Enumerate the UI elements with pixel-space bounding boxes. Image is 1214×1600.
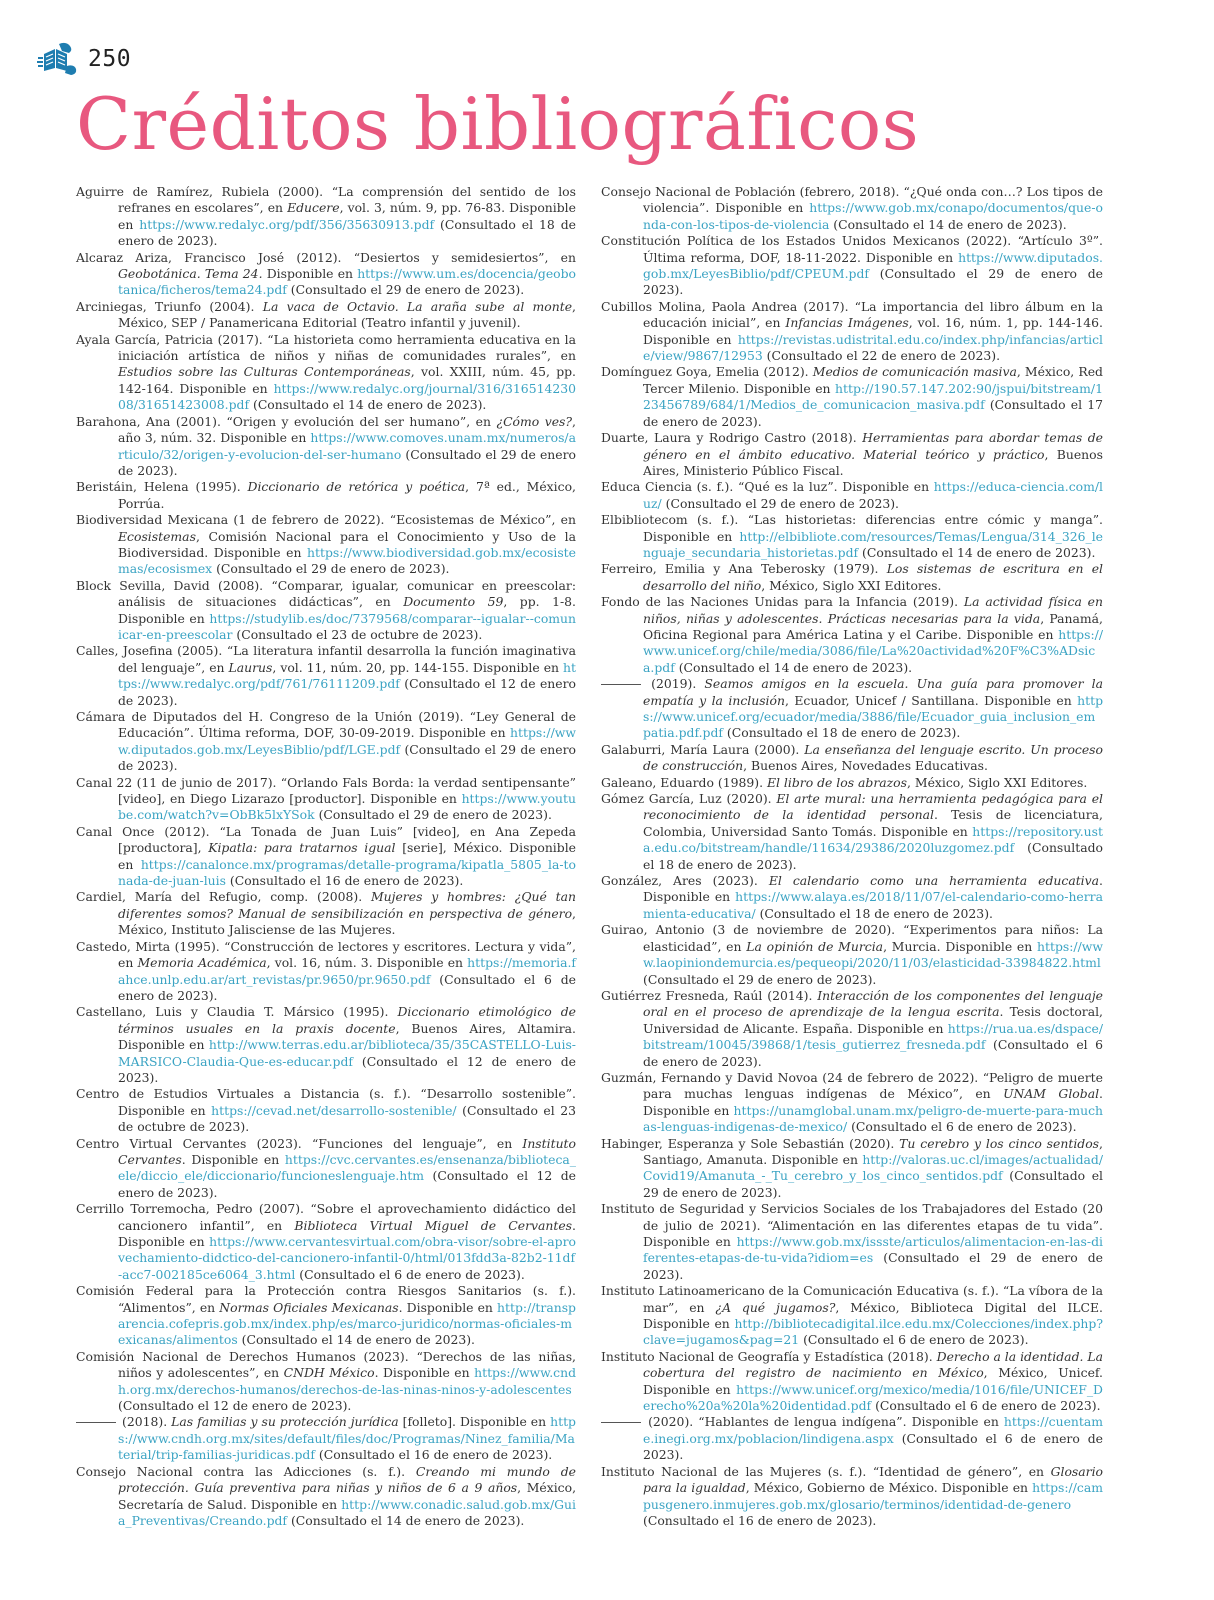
- reference-link[interactable]: https://www.redalyc.org/journal/316/31651423008/31651423008.pdf: [118, 380, 576, 413]
- entry-text: Gutiérrez Fresneda, Raúl (2014).: [601, 987, 818, 1003]
- entry-text: , México, Gobierno de México. Disponible en: [745, 1480, 1033, 1496]
- bibliography-entry: [601, 988, 1103, 1070]
- bibliography-entry: [76, 824, 576, 890]
- reference-link[interactable]: https://studylib.es/doc/7379568/comparar--igualar--comunicar-en-preescolar: [118, 610, 576, 642]
- reference-link[interactable]: https://www.gob.mx/conapo/documentos/que-onda-con-los-tipos-de-violencia: [643, 200, 1103, 232]
- bibliography-entry: [601, 184, 1103, 233]
- work-title: Herramientas para abordar temas de género en el ámbito educativo. Material teórico y práctico: [643, 430, 1103, 462]
- entry-text: (Consultado el 18 de enero de 2023).: [755, 905, 993, 921]
- entry-text: (Consultado el 17 de enero de 2023).: [643, 397, 1103, 429]
- entry-text: . Disponible en: [643, 873, 1103, 905]
- entry-text: Guirao, Antonio (3 de noviembre de 2020). “Experimentos para niños: La elasticidad”, en: [601, 922, 1103, 954]
- entry-text: (Consultado el 14 de enero de 2023).: [674, 659, 913, 675]
- entry-text: Centro de Estudios Virtuales a Distancia (s. f.). “Desarrollo sostenible”. Disponible en: [76, 1086, 576, 1118]
- entry-text: Biodiversidad Mexicana (1 de febrero de 2022). “Ecosistemas de México”, en: [76, 512, 576, 528]
- bibliography-entry: [601, 742, 1103, 775]
- entry-text: , pp. 1-8. Disponible en: [118, 594, 576, 626]
- entry-text: Cerrillo Torremocha, Pedro (2007). “Sobre el aprovechamiento didáctico del cancionero infantil”, en: [76, 1201, 576, 1233]
- entry-text: (Consultado el 14 de enero de 2023).: [249, 397, 487, 413]
- entry-text: (Consultado el 29 de enero de 2023).: [643, 1168, 1103, 1200]
- reference-link[interactable]: https://educa-ciencia.com/luz/: [643, 479, 1103, 511]
- entry-text: . Disponible en: [181, 1151, 285, 1167]
- entry-text: Cubillos Molina, Paola Andrea (2017). “La importancia del libro álbum en la educación inicial”, en: [601, 298, 1103, 331]
- bibliography-entry: [601, 922, 1103, 988]
- entry-text: Arciniegas, Triunfo (2004).: [76, 298, 263, 314]
- entry-text: (Consultado el 29 de enero de 2023).: [314, 807, 552, 823]
- entry-text: , México, Siglo XXI Editores.: [761, 577, 942, 593]
- entry-text: Constitución Política de los Estados Unidos Mexicanos (2022). “Artículo 3º”. Última reforma, DOF, 18-11-2022. Disponible en: [601, 233, 1103, 265]
- repeat-author-dash: [76, 1422, 116, 1423]
- reference-link[interactable]: http://valoras.uc.cl/images/actualidad/Covid19/Amanuta_-_Tu_cerebro_y_los_cinco_sentidos.pdf: [643, 1151, 1103, 1184]
- entry-text: (Consultado el 6 de enero de 2023).: [799, 1332, 1029, 1348]
- entry-text: (Consultado el 23 de octubre de 2023).: [118, 1102, 576, 1135]
- entry-text: (Consultado el 29 de enero de 2023).: [643, 971, 877, 987]
- reference-link[interactable]: https://www.unicef.org/chile/media/3086/file/La%20actividad%20F%C3%ADsica.pdf: [643, 626, 1103, 675]
- work-title: UNAM Global: [1003, 1086, 1100, 1102]
- work-title: Memoria Académica: [137, 955, 267, 971]
- work-title: Glosario para la igualdad: [643, 1463, 1103, 1496]
- reference-link[interactable]: https://unamglobal.unam.mx/peligro-de-muerte-para-muchas-lenguas-indigenas-de-mexico/: [643, 1102, 1103, 1135]
- entry-text: (Consultado el 18 de enero de 2023).: [722, 725, 961, 741]
- entry-text: Instituto de Seguridad y Servicios Sociales de los Trabajadores del Estado (20 de julio de 2021). “Alimentación en las diferentes etapas de tu vida”. Disponible en: [601, 1201, 1103, 1249]
- bibliography-entry: [76, 578, 576, 644]
- work-title: Instituto Cervantes: [118, 1135, 576, 1167]
- entry-text: Comisión Federal para la Protección contra Riesgos Sanitarios (s. f.). “Alimentos”, en: [76, 1283, 576, 1315]
- entry-text: Beristáin, Helena (1995).: [76, 479, 248, 495]
- entry-text: (Consultado el 6 de enero de 2023).: [871, 1398, 1101, 1414]
- entry-text: Guzmán, Fernando y David Novoa (24 de febrero de 2022). “Peligro de muerte para muchas lenguas indígenas de México”, en: [601, 1069, 1103, 1102]
- reference-link[interactable]: https://repository.usta.edu.co/bitstream/handle/11634/29386/2020luzgomez.pdf: [643, 823, 1103, 856]
- entry-text: , vol. 11, núm. 20, pp. 144-155. Disponible en: [272, 659, 564, 675]
- work-title: Diccionario etimológico de términos usuales en la praxis docente: [118, 1004, 576, 1036]
- bibliography-entry: [601, 299, 1103, 365]
- bibliography-column-left: [76, 184, 576, 1529]
- entry-text: , México, Secretaría de Salud. Disponible en: [118, 1480, 577, 1512]
- reference-link[interactable]: https://www.unicef.org/ecuador/media/3886/file/Ecuador_guia_inclusion_empatia.pdf.pdf: [643, 692, 1104, 741]
- bibliography-entry: [76, 709, 576, 775]
- entry-text: (Consultado el 14 de enero de 2023).: [287, 1512, 525, 1528]
- entry-text: (Consultado el 6 de enero de 2023).: [118, 971, 576, 1003]
- entry-text: (Consultado el 12 de enero de 2023).: [118, 1398, 352, 1414]
- reference-link[interactable]: https://rua.ua.es/dspace/bitstream/10045/39868/1/tesis_gutierrez_fresneda.pdf: [643, 1020, 1103, 1053]
- entry-text: , Ecuador, Unicef / Santillana. Disponible en: [784, 692, 1078, 708]
- bibliography-entry: [76, 184, 576, 250]
- entry-text: (Consultado el 29 de enero de 2023).: [118, 741, 576, 774]
- entry-text: Galaburri, María Laura (2000).: [601, 741, 805, 757]
- work-title: La actividad física en niños, niñas y adolescentes. Prácticas necesarias para la vida: [643, 594, 1103, 626]
- bibliography-entry: [601, 430, 1103, 479]
- entry-text: , 7ª ed., México, Porrúa.: [118, 479, 576, 511]
- work-title: Documento 59: [403, 594, 504, 610]
- entry-text: Instituto Nacional de las Mujeres (s. f.). “Identidad de género”, en: [601, 1463, 1051, 1479]
- bibliography-entry: [601, 1136, 1103, 1202]
- entry-text: (2019).: [643, 676, 705, 692]
- entry-text: (Consultado el 29 de enero de 2023).: [643, 266, 1103, 298]
- entry-text: Cámara de Diputados del H. Congreso de la Unión (2019). “Ley General de Educación”. Última reforma, DOF, 30-09-2019. Disponible en: [76, 709, 576, 741]
- bibliography-entry: [76, 1004, 576, 1086]
- entry-text: . Tesis de licenciatura, Colombia, Universidad Santo Tomás. Disponible en: [643, 807, 1103, 839]
- bibliography-entry: [601, 1201, 1103, 1283]
- work-title: Interacción de los componentes del lenguaje oral en el proceso de aprendizaje de la lengua escrita: [643, 987, 1103, 1020]
- entry-text: , año 3, núm. 32. Disponible en: [118, 413, 576, 446]
- reference-link[interactable]: https://revistas.udistrital.edu.co/index.php/infancias/article/view/9867/12953: [643, 331, 1103, 364]
- entry-text: Gómez García, Luz (2020).: [601, 791, 777, 807]
- bibliography-entry: [76, 1349, 576, 1415]
- work-title: CNDH México: [283, 1365, 375, 1381]
- bibliography-entry: [76, 1464, 576, 1530]
- reference-link[interactable]: https://www.redalyc.org/pdf/761/76111209.pdf: [118, 659, 576, 692]
- repeat-author-dash: [601, 684, 641, 685]
- reference-link[interactable]: https://www.diputados.gob.mx/LeyesBiblio/pdf/CPEUM.pdf: [643, 249, 1103, 282]
- entry-text: Barahona, Ana (2001). “Origen y evolución del ser humano”, en: [76, 413, 497, 429]
- entry-text: González, Ares (2023).: [601, 873, 769, 889]
- entry-text: , vol. 16, núm. 3. Disponible en: [266, 955, 468, 971]
- bibliography-entry: [76, 299, 576, 332]
- entry-text: , México, Unicef. Disponible en: [643, 1365, 1103, 1397]
- entry-text: Calles, Josefina (2005). “La literatura infantil desarrolla la función imaginativa del lenguaje”, en: [76, 643, 576, 675]
- entry-text: , Buenos Aires, Ministerio Público Fiscal.: [643, 446, 1103, 478]
- entry-text: (Consultado el 18 de enero de 2023).: [118, 216, 576, 249]
- bibliography-entry: [601, 1349, 1103, 1415]
- entry-text: (Consultado el 16 de enero de 2023).: [314, 1447, 553, 1463]
- work-title: Laurus: [228, 659, 273, 675]
- entry-text: Fondo de las Naciones Unidas para la Infancia (2019).: [601, 594, 964, 610]
- reference-link[interactable]: https://www.comoves.unam.mx/numeros/articulo/32/origen-y-evolucion-del-ser-humano: [118, 430, 576, 462]
- entry-text: [folleto]. Disponible en: [398, 1414, 551, 1430]
- entry-text: (Consultado el 16 de enero de 2023).: [643, 1512, 877, 1528]
- entry-text: (Consultado el 12 de enero de 2023).: [118, 1168, 576, 1200]
- work-title: Creando mi mundo de protección. Guía preventiva para niñas y niños de 6 a 9 años: [118, 1463, 576, 1496]
- work-title: Educere: [287, 200, 340, 216]
- entry-text: Ferreiro, Emilia y Ana Teberosky (1979).: [601, 561, 887, 577]
- bibliography-entry: [601, 594, 1103, 676]
- bibliography-entry: [76, 939, 576, 1005]
- reference-link[interactable]: https://campusgenero.inmujeres.gob.mx/glosario/terminos/identidad-de-genero: [643, 1480, 1103, 1512]
- entry-text: , México, SEP / Panamericana Editorial (Teatro infantil y juvenil).: [118, 298, 576, 331]
- page-header: [36, 40, 131, 78]
- entry-text: (Consultado el 23 de octubre de 2023).: [232, 626, 483, 642]
- entry-text: (Consultado el 29 de enero de 2023).: [118, 446, 576, 478]
- entry-text: Cardiel, María del Refugio, comp. (2008).: [76, 889, 371, 905]
- entry-text: (Consultado el 22 de enero de 2023).: [762, 348, 1001, 364]
- repeat-author-dash: [601, 1422, 641, 1423]
- bibliography-entry: [601, 775, 1103, 791]
- entry-text: (2018).: [118, 1414, 172, 1430]
- entry-text: (Consultado el 18 de enero de 2023).: [643, 840, 1103, 872]
- entry-text: , Panamá, Oficina Regional para América Latina y el Caribe. Disponible en: [643, 610, 1103, 642]
- work-title: Estudios sobre las Culturas Contemporáneas: [118, 364, 411, 380]
- entry-text: (Consultado el 29 de enero de 2023).: [286, 282, 525, 298]
- work-title: ¿A qué jugamos?: [715, 1299, 836, 1315]
- bibliography-entry: [76, 1414, 576, 1463]
- work-title: Mujeres y hombres: ¿Qué tan diferentes somos? Manual de sensibilización en perspectiva de género: [118, 889, 576, 921]
- entry-text: . Disponible en: [118, 1217, 576, 1249]
- entry-text: Galeano, Eduardo (1989).: [601, 774, 767, 790]
- bibliography-entry: [76, 479, 576, 512]
- entry-text: Habinger, Esperanza y Sole Sebastián (2020).: [601, 1135, 900, 1151]
- entry-text: , Santiago, Amanuta. Disponible en: [643, 1135, 1103, 1167]
- entry-text: , vol. 3, núm. 9, pp. 76-83. Disponible en: [118, 200, 576, 232]
- work-title: Infancias Imágenes: [785, 315, 909, 331]
- bibliography-entry: [76, 1136, 576, 1202]
- bibliography-entry: [76, 643, 576, 709]
- work-title: El libro de los abrazos: [766, 774, 907, 790]
- reference-link[interactable]: https://www.um.es/docencia/geobotanica/ficheros/tema24.pdf: [118, 266, 576, 298]
- entry-text: Centro Virtual Cervantes (2023). “Funciones del lenguaje”, en: [76, 1135, 523, 1151]
- work-title: ¿Cómo ves?: [496, 413, 573, 429]
- reference-link[interactable]: https://memoria.fahce.unlp.edu.ar/art_revistas/pr.9650/pr.9650.pdf: [118, 955, 576, 987]
- entry-text: , Buenos Aires, Altamira. Disponible en: [118, 1020, 576, 1053]
- reference-link[interactable]: https://www.unicef.org/mexico/media/1016/file/UNICEF_Derecho%20a%20la%20identidad.pdf: [643, 1381, 1103, 1414]
- bibliography-entry: [601, 1414, 1103, 1463]
- entry-text: Educa Ciencia (s. f.). “Qué es la luz”. Disponible en: [601, 479, 934, 495]
- entry-text: Comisión Nacional de Derechos Humanos (2023). “Derechos de las niñas, niños y adolescentes”, en: [76, 1348, 576, 1381]
- entry-text: , Comisión Nacional para el Conocimiento y Uso de la Biodiversidad. Disponible en: [118, 528, 576, 560]
- bibliography-entry: [76, 250, 576, 299]
- entry-text: (Consultado el 12 de enero de 2023).: [118, 676, 576, 708]
- hand-book-icon: [36, 40, 78, 78]
- work-title: Kipatla: para tratarnos igual: [208, 840, 396, 856]
- entry-text: Alcaraz Ariza, Francisco José (2012). “Desiertos y semidesiertos”, en: [76, 249, 576, 265]
- entry-text: . Disponible en: [374, 1365, 475, 1381]
- work-title: Ecosistemas: [118, 528, 196, 544]
- entry-text: (Consultado el 12 de enero de 2023).: [118, 1053, 576, 1085]
- reference-link[interactable]: http://elbibliote.com/resources/Temas/Lengua/314_326_lenguaje_secundaria_historietas.pdf: [643, 528, 1103, 560]
- bibliography-entry: [76, 1201, 576, 1283]
- bibliography-entry: [601, 512, 1103, 561]
- reference-link[interactable]: https://www.diputados.gob.mx/LeyesBiblio/pdf/LGE.pdf: [118, 725, 576, 757]
- bibliography-entry: [76, 1283, 576, 1349]
- entry-text: Consejo Nacional contra las Adicciones (s. f.).: [76, 1463, 416, 1479]
- bibliography-entry: [76, 414, 576, 480]
- entry-text: Castedo, Mirta (1995). “Construcción de lectores y escritores. Lectura y vida”, en: [76, 938, 576, 971]
- reference-link[interactable]: http://www.terras.edu.ar/biblioteca/35/35CASTELLO-Luis-MARSICO-Claudia-Que-es-educar.pdf: [118, 1037, 576, 1069]
- entry-text: , vol. 16, núm. 1, pp. 144-146. Disponible en: [643, 315, 1103, 347]
- entry-text: Elbibliotecom (s. f.). “Las historietas: diferencias entre cómic y manga”. Disponible en: [601, 512, 1103, 544]
- entry-text: . Tesis doctoral, Universidad de Alicante. España. Disponible en: [643, 1004, 1103, 1036]
- bibliography-entry: [601, 364, 1103, 430]
- bibliography-entry: [601, 676, 1103, 742]
- work-title: El calendario como una herramienta educativa: [768, 873, 1100, 889]
- reference-link[interactable]: https://www.gob.mx/issste/articulos/alimentacion-en-las-diferentes-etapas-de-tu-vida?idiom=es: [643, 1234, 1103, 1266]
- bibliography-entry: [76, 332, 576, 414]
- entry-text: Aguirre de Ramírez, Rubiela (2000). “La comprensión del sentido de los refranes en escolares”, en: [76, 184, 576, 216]
- bibliography-entry: [601, 873, 1103, 922]
- work-title: Geobotánica. Tema 24.: [118, 266, 263, 282]
- page-title: Créditos bibliográficos: [76, 82, 920, 166]
- entry-text: Domínguez Goya, Emelia (2012).: [601, 364, 813, 380]
- entry-text: , Buenos Aires, Novedades Educativas.: [743, 758, 988, 774]
- entry-text: (Consultado el 6 de enero de 2023).: [847, 1119, 1077, 1135]
- entry-text: , Murcia. Disponible en: [883, 938, 1038, 954]
- entry-text: (Consultado el 29 de enero de 2023).: [643, 1250, 1103, 1282]
- entry-text: (2020). “Hablantes de lengua indígena”. Disponible en: [643, 1414, 1004, 1430]
- work-title: Tu cerebro y los cinco sentidos: [899, 1135, 1100, 1151]
- bibliography-entry: [76, 775, 576, 824]
- entry-text: (Consultado el 6 de enero de 2023).: [643, 1430, 1103, 1463]
- reference-link[interactable]: http://www.conadic.salud.gob.mx/Guia_Preventivas/Creando.pdf: [118, 1496, 576, 1528]
- reference-link[interactable]: https://cvc.cervantes.es/ensenanza/biblioteca_ele/diccio_ele/diccionario/funcioneslenguaje.htm: [118, 1151, 576, 1184]
- bibliography-entry: [601, 561, 1103, 594]
- entry-text: , vol. XXIII, núm. 45, pp. 142-164. Disponible en: [118, 364, 576, 396]
- bibliography-entry: [601, 479, 1103, 512]
- entry-text: Castellano, Luis y Claudia T. Mársico (1995).: [76, 1004, 398, 1020]
- entry-text: , México, Instituto Jalisciense de las Mujeres.: [118, 905, 576, 938]
- work-title: Las familias y su protección jurídica: [171, 1414, 399, 1430]
- reference-link[interactable]: http://190.57.147.202:90/jspui/bitstream/123456789/684/1/Medios_de_comunicacion_masiva.pdf: [643, 380, 1103, 413]
- entry-text: Duarte, Laura y Rodrigo Castro (2018).: [601, 430, 863, 446]
- entry-text: Canal 22 (11 de junio de 2017). “Orlando Fals Borda: la verdad sentipensante” [video], en Diego Lizarazo [productor]. Disponible en: [76, 774, 576, 807]
- entry-text: . Disponible en: [398, 1299, 498, 1315]
- bibliography-entry: [76, 889, 576, 938]
- work-title: La vaca de Octavio. La araña sube al monte: [262, 298, 573, 314]
- reference-link[interactable]: https://www.cndh.org.mx/sites/default/files/doc/Programas/Ninez_familia/Material/trip-familias-juridicas.pdf: [118, 1414, 576, 1463]
- entry-text: Block Sevilla, David (2008). “Comparar, igualar, comunicar en preescolar: análisis de situaciones didácticas”, en: [76, 577, 576, 610]
- page-number: 250: [88, 46, 132, 72]
- entry-text: (Consultado el 16 de enero de 2023).: [225, 873, 464, 889]
- work-title: El arte mural: una herramienta pedagógica para el reconocimiento de la identidad personal: [643, 791, 1103, 823]
- work-title: Medios de comunicación masiva: [812, 364, 1017, 380]
- work-title: La opinión de Murcia: [746, 938, 884, 954]
- reference-link[interactable]: https://canalonce.mx/programas/detalle-programa/kipatla_5805_la-tonada-de-juan-luis: [118, 856, 576, 889]
- reference-link[interactable]: https://cuentame.inegi.org.mx/poblacion/lindigena.aspx: [643, 1414, 1103, 1446]
- bibliography-entry: [601, 791, 1103, 873]
- work-title: Normas Oficiales Mexicanas: [219, 1299, 399, 1315]
- reference-link[interactable]: https://www.youtube.com/watch?v=ObBk5lxYSok: [118, 791, 576, 823]
- reference-link[interactable]: https://www.laopiniondemurcia.es/pequeopi/2020/11/03/elasticidad-33984822.html: [643, 938, 1103, 971]
- entry-text: Disponible en: [262, 266, 358, 282]
- bibliography-entry: [76, 1086, 576, 1135]
- work-title: Biblioteca Virtual Miguel de Cervantes: [294, 1217, 573, 1233]
- entry-text: (Consultado el 14 de enero de 2023).: [858, 544, 1096, 560]
- entry-text: (Consultado el 29 de enero de 2023).: [661, 495, 899, 511]
- entry-text: [serie], México. Disponible en: [118, 840, 576, 872]
- work-title: La enseñanza del lenguaje escrito. Un proceso de construcción: [643, 741, 1103, 774]
- work-title: Seamos amigos en la escuela. Una guía para promover la empatía y la inclusión: [643, 676, 1103, 708]
- entry-text: (Consultado el 29 de enero de 2023).: [212, 561, 450, 577]
- work-title: Diccionario de retórica y poética: [247, 479, 466, 495]
- entry-text: Ayala García, Patricia (2017). “La historieta como herramienta educativa en la iniciación artística de niños y niñas de comunidades rurales”, en: [76, 331, 576, 364]
- reference-link[interactable]: https://www.cervantesvirtual.com/obra-visor/sobre-el-aprovechamiento-didctico-del-cancionero-infantil-0/html/013fdd3a-82b2-11df-acc7-002185ce6064_3.html: [118, 1234, 576, 1282]
- reference-link[interactable]: https://cevad.net/desarrollo-sostenible/: [211, 1102, 457, 1118]
- entry-text: (Consultado el 6 de enero de 2023).: [643, 1037, 1103, 1069]
- entry-text: Consejo Nacional de Población (febrero, 2018). “¿Qué onda con…? Los tipos de violencia”. Disponible en: [601, 184, 1103, 216]
- entry-text: (Consultado el 14 de enero de 2023).: [237, 1332, 475, 1348]
- reference-link[interactable]: https://www.redalyc.org/pdf/356/35630913.pdf: [139, 216, 435, 232]
- entry-text: (Consultado el 14 de enero de 2023).: [829, 216, 1067, 232]
- work-title: Derecho a la identidad. La cobertura del registro de nacimiento en México: [643, 1348, 1103, 1381]
- bibliography-entry: [601, 233, 1103, 299]
- entry-text: , México, Red Tercer Milenio. Disponible en: [643, 364, 1103, 396]
- bibliography-entry: [76, 512, 576, 578]
- entry-text: , México, Biblioteca Digital del ILCE. Disponible en: [643, 1299, 1103, 1332]
- entry-text: , México, Siglo XXI Editores.: [907, 774, 1088, 790]
- bibliography-entry: [601, 1283, 1103, 1349]
- bibliography-entry: [601, 1464, 1103, 1530]
- entry-text: Canal Once (2012). “La Tonada de Juan Luis” [video], en Ana Zepeda [productora],: [76, 823, 576, 856]
- entry-text: . Disponible en: [643, 1086, 1103, 1118]
- entry-text: Instituto Latinoamericano de la Comunicación Educativa (s. f.). “La víbora de la mar”, en: [601, 1283, 1103, 1315]
- work-title: Los sistemas de escritura en el desarrollo del niño: [643, 561, 1103, 593]
- reference-link[interactable]: https://www.alaya.es/2018/11/07/el-calendario-como-herramienta-educativa/: [643, 889, 1103, 921]
- reference-link[interactable]: http://bibliotecadigital.ilce.edu.mx/Colecciones/index.php?clave=jugamos&pag=21: [643, 1316, 1103, 1348]
- bibliography-column-right: [601, 184, 1103, 1529]
- reference-link[interactable]: https://www.cndh.org.mx/derechos-humanos/derechos-de-las-ninas-ninos-y-adolescentes: [118, 1365, 576, 1397]
- reference-link[interactable]: https://www.biodiversidad.gob.mx/ecosistemas/ecosismex: [118, 544, 576, 577]
- entry-text: Instituto Nacional de Geografía y Estadística (2018).: [601, 1348, 937, 1364]
- entry-text: (Consultado el 6 de enero de 2023).: [295, 1266, 525, 1282]
- reference-link[interactable]: http://transparencia.cofepris.gob.mx/index.php/es/marco-juridico/normas-oficiales-mexicanas/alimentos: [118, 1299, 576, 1348]
- bibliography-entry: [601, 1070, 1103, 1136]
